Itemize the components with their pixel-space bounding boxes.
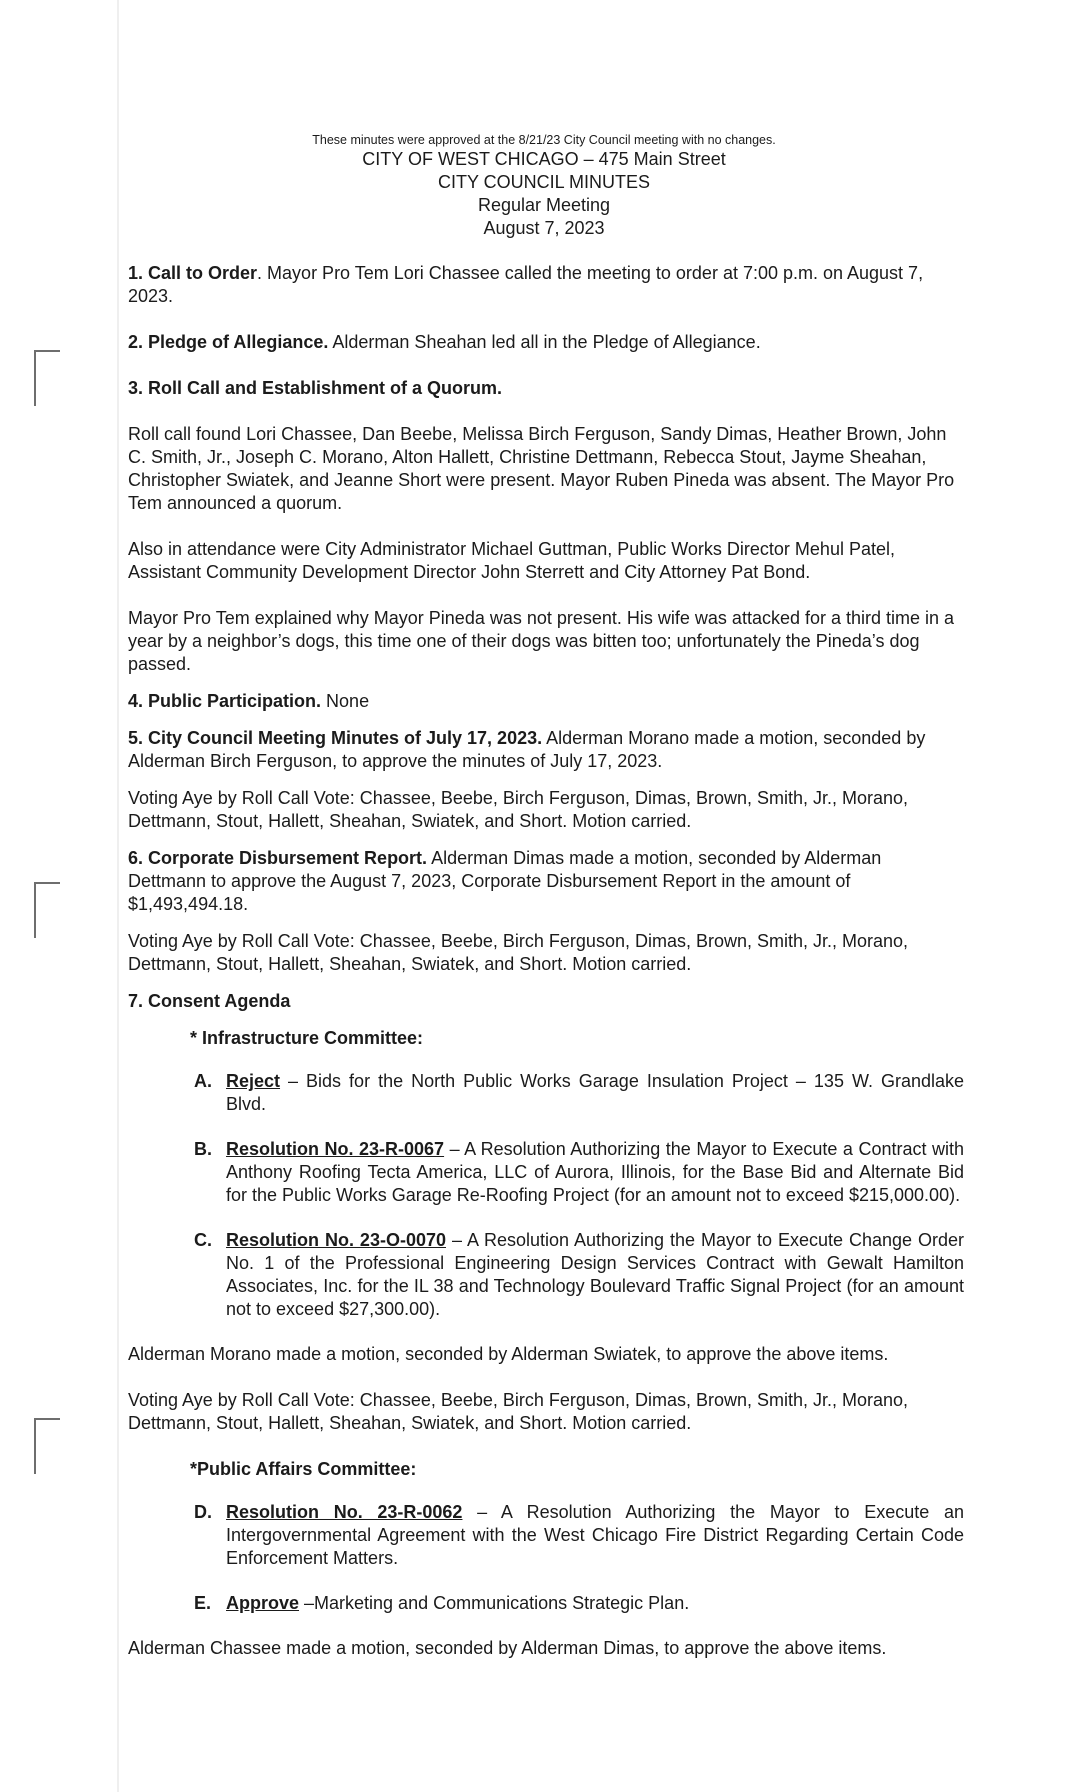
- section-heading: 5. City Council Meeting Minutes of July 17, 2023.: [128, 728, 543, 748]
- vote-record: Voting Aye by Roll Call Vote: Chassee, Beebe, Birch Ferguson, Dimas, Brown, Smith, Jr., Morano, Dettmann, Stout, Hallett, Sheahan, Swiatek, and Short. Motion carried.: [128, 1390, 909, 1433]
- item-letter: B.: [194, 1139, 212, 1159]
- item-key: Reject: [226, 1071, 281, 1091]
- scan-edge: [117, 0, 119, 1792]
- item-letter: C.: [194, 1230, 212, 1250]
- section-pledge: [128, 331, 964, 354]
- city-address: CITY OF WEST CHICAGO – 475 Main Street: [362, 149, 726, 169]
- section-text: None: [321, 691, 370, 711]
- motion-record: Alderman Chassee made a motion, seconded by Alderman Dimas, to approve the above items.: [128, 1638, 887, 1658]
- section-text: Alderman Sheahan led all in the Pledge of Allegiance.: [328, 332, 761, 352]
- section-disbursement-report: [128, 847, 964, 916]
- document-title: CITY COUNCIL MINUTES: [437, 172, 651, 192]
- agenda-item: [194, 1070, 964, 1116]
- section-text: . Mayor Pro Tem Lori Chassee called the meeting to order at 7:00 p.m. on August 7, 2023.: [128, 263, 924, 306]
- section-consent-agenda-heading: 7. Consent Agenda: [128, 991, 291, 1011]
- section-meeting-minutes: [128, 727, 964, 773]
- minutes-body: [128, 262, 964, 1674]
- section-public-participation: [128, 690, 964, 713]
- mayor-absence-paragraph: Mayor Pro Tem explained why Mayor Pineda was not present. His wife was attacked for a third time in a year by a neighbor’s dogs, this time one of their dogs was bitten too; unfortunately the Pineda’s dog passed.: [128, 608, 955, 674]
- item-key: Resolution No. 23-R-0067: [226, 1139, 445, 1159]
- section-roll-call-heading: 3. Roll Call and Establishment of a Quorum.: [128, 378, 503, 398]
- motion-record: Alderman Morano made a motion, seconded by Alderman Swiatek, to approve the above items.: [128, 1344, 889, 1364]
- agenda-item: [194, 1501, 964, 1570]
- item-letter: D.: [194, 1502, 212, 1522]
- punch-mark-top: [34, 350, 60, 406]
- vote-record: Voting Aye by Roll Call Vote: Chassee, Beebe, Birch Ferguson, Dimas, Brown, Smith, Jr., Morano, Dettmann, Stout, Hallett, Sheahan, Swiatek, and Short. Motion carried.: [128, 931, 909, 974]
- approval-note: These minutes were approved at the 8/21/23 City Council meeting with no changes.: [312, 133, 776, 147]
- item-key: Resolution No. 23-O-0070: [226, 1230, 446, 1250]
- agenda-item: [194, 1229, 964, 1321]
- document-header: [0, 132, 1088, 240]
- attendance-paragraph: Also in attendance were City Administrator Michael Guttman, Public Works Director Mehul Patel, Assistant Community Development Director John Sterrett and City Attorney Pat Bond.: [128, 539, 895, 582]
- section-text: Alderman Dimas made a motion, seconded by Alderman Dettmann to approve the August 7, 2023, Corporate Disbursement Report in the amount of $1,493,494.18.: [128, 848, 882, 914]
- punch-mark-bottom: [34, 1418, 60, 1474]
- item-text: – Bids for the North Public Works Garage Insulation Project – 135 W. Grandlake Blvd.: [226, 1071, 964, 1114]
- item-key: Resolution No. 23-R-0062: [226, 1502, 463, 1522]
- item-text: –Marketing and Communications Strategic Plan.: [299, 1593, 690, 1613]
- meeting-type: Regular Meeting: [477, 195, 611, 215]
- meeting-date: August 7, 2023: [483, 218, 605, 238]
- section-heading: 1. Call to Order: [128, 263, 258, 283]
- agenda-item: [194, 1138, 964, 1207]
- section-heading: 2. Pledge of Allegiance.: [128, 332, 329, 352]
- committee-heading: *Public Affairs Committee:: [190, 1459, 417, 1479]
- section-heading: 4. Public Participation.: [128, 691, 322, 711]
- vote-record: Voting Aye by Roll Call Vote: Chassee, Beebe, Birch Ferguson, Dimas, Brown, Smith, Jr., Morano, Dettmann, Stout, Hallett, Sheahan, Swiatek, and Short. Motion carried.: [128, 788, 909, 831]
- item-text: – A Resolution Authorizing the Mayor to Execute Change Order No. 1 of the Professional Engineering Design Services Contract with Gewalt Hamilton Associates, Inc. for the IL 38 and Technology Boulevard Traffic Signal Project (for an amount not to exceed $27,300.00).: [226, 1230, 964, 1319]
- item-text: – A Resolution Authorizing the Mayor to Execute a Contract with Anthony Roofing Tecta America, LLC of Aurora, Illinois, for the Base Bid and Alternate Bid for the Public Works Garage Re-Roofing Project (for an amount not to exceed $215,000.00).: [226, 1139, 964, 1205]
- committee-heading: * Infrastructure Committee:: [190, 1028, 424, 1048]
- roll-call-paragraph: Roll call found Lori Chassee, Dan Beebe, Melissa Birch Ferguson, Sandy Dimas, Heather Brown, John C. Smith, Jr., Joseph C. Morano, Alton Hallett, Christine Dettmann, Rebecca Stout, Jayme Sheahan, Christopher Swiatek, and Jeanne Short were present. Mayor Ruben Pineda was absent. The Mayor Pro Tem announced a quorum.: [128, 424, 955, 513]
- item-key: Approve: [226, 1593, 300, 1613]
- item-letter: E.: [194, 1593, 212, 1613]
- agenda-item: [194, 1592, 964, 1615]
- section-heading: 6. Corporate Disbursement Report.: [128, 848, 428, 868]
- punch-mark-middle: [34, 882, 60, 938]
- item-text: – A Resolution Authorizing the Mayor to Execute an Intergovernmental Agreement with the West Chicago Fire District Regarding Certain Code Enforcement Matters.: [226, 1502, 964, 1568]
- item-letter: A.: [194, 1071, 212, 1091]
- section-call-to-order: [128, 262, 964, 308]
- section-text: Alderman Morano made a motion, seconded by Alderman Birch Ferguson, to approve the minutes of July 17, 2023.: [128, 728, 926, 771]
